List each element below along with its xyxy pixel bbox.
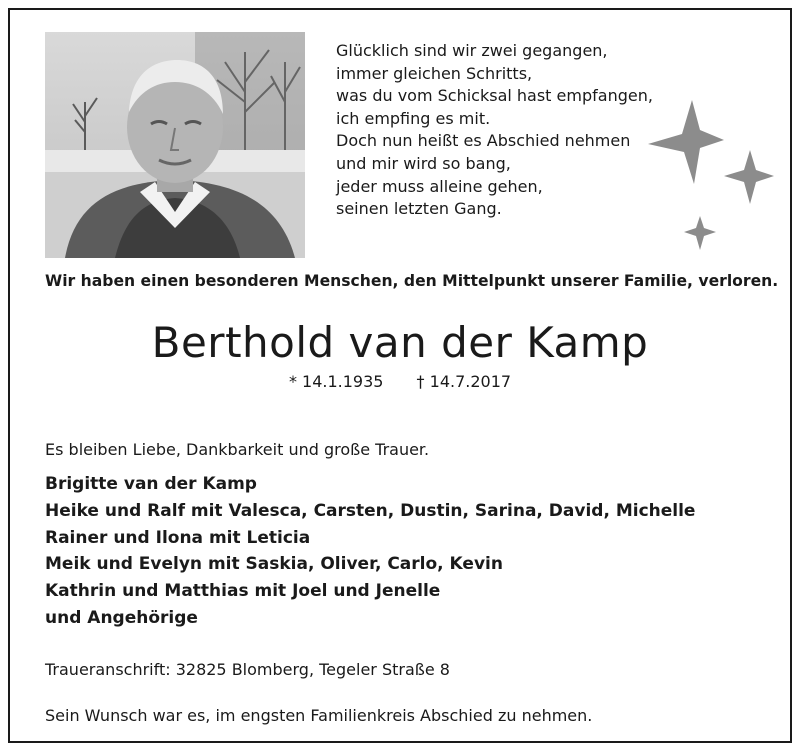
poem-line: und mir wird so bang,	[336, 153, 511, 173]
family-member: Brigitte van der Kamp	[45, 474, 257, 494]
intro-statement: Wir haben einen besonderen Menschen, den Mittelpunkt unserer Familie, verloren.	[45, 272, 779, 290]
poem-line: ich empfing es mit.	[336, 108, 491, 128]
poem-line: immer gleichen Schritts,	[336, 63, 533, 83]
poem-line: Doch nun heißt es Abschied nehmen	[336, 131, 631, 151]
birth-date: * 14.1.1935	[288, 372, 384, 391]
portrait-illustration	[45, 32, 305, 258]
deceased-name: Berthold van der Kamp	[151, 318, 649, 367]
star-icon	[648, 100, 724, 184]
family-member: Rainer und Ilona mit Leticia	[45, 527, 311, 548]
portrait-photo	[45, 32, 305, 258]
death-date: † 14.7.2017	[416, 372, 512, 391]
poem	[336, 40, 653, 221]
family-member: Heike und Ralf mit Valesca, Carsten, Dustin, Sarina, David, Michelle	[45, 500, 696, 521]
poem-line: was du vom Schicksal hast empfangen,	[336, 86, 653, 106]
family-member: Kathrin und Matthias mit Joel und Jenelle	[45, 581, 441, 602]
poem-line: Glücklich sind wir zwei gegangen,	[336, 41, 608, 60]
star-icon	[724, 150, 774, 204]
family-member: und Angehörige	[45, 607, 198, 628]
family-list	[45, 471, 695, 632]
final-wish: Sein Wunsch war es, im engsten Familienkreis Abschied zu nehmen.	[45, 706, 593, 725]
star-icon	[684, 216, 716, 250]
condolence-address: Traueranschrift: 32825 Blomberg, Tegeler Straße 8	[45, 660, 450, 679]
poem-line: seinen letzten Gang.	[336, 199, 502, 219]
mourning-line: Es bleiben Liebe, Dankbarkeit und große Trauer.	[45, 440, 430, 459]
stars-decoration	[640, 100, 780, 260]
life-dates	[0, 372, 800, 391]
family-member: Meik und Evelyn mit Saskia, Oliver, Carlo, Kevin	[45, 554, 503, 575]
poem-line: jeder muss alleine gehen,	[336, 176, 543, 196]
